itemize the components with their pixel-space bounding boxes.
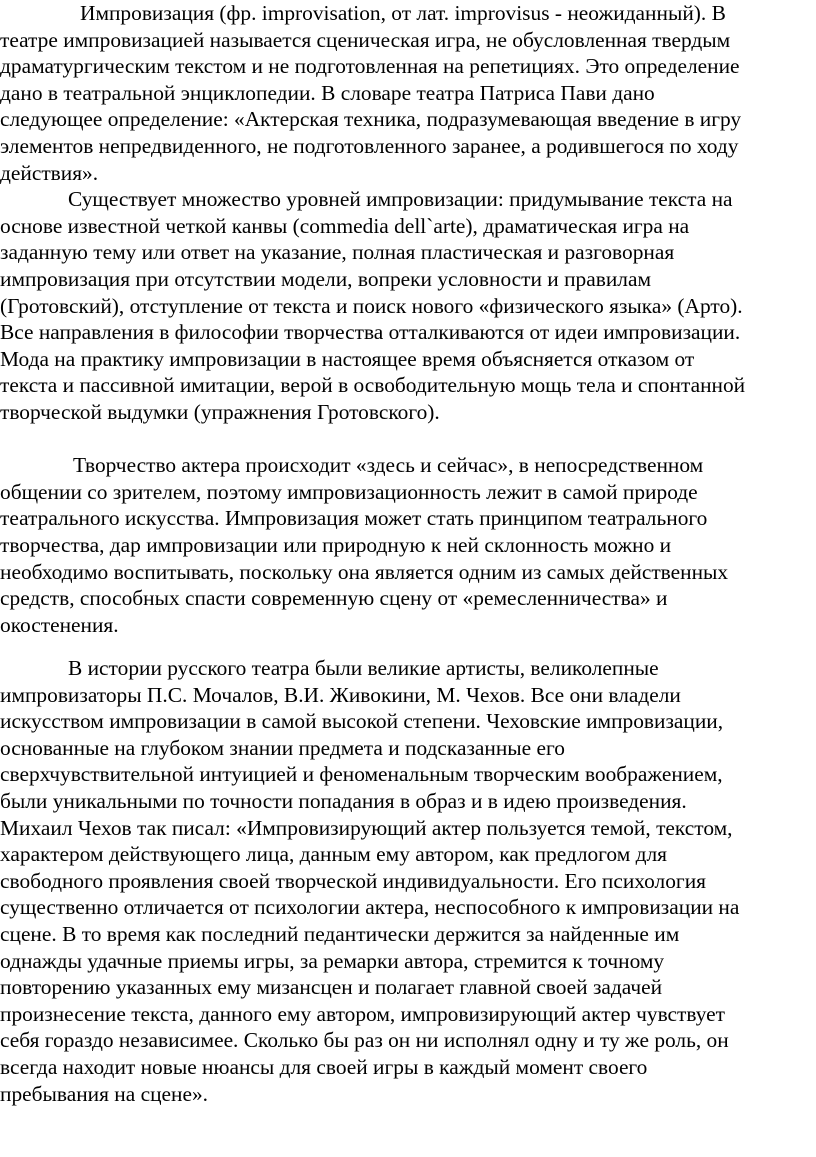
text-line: Мода на практику импровизации в настоящее время объясняется отказом от — [0, 346, 695, 371]
text-line: Творчество актера происходит «здесь и сейчас», в непосредственном — [73, 453, 704, 478]
text-line: пребывания на сцене». — [0, 1081, 208, 1106]
text-line: элементов непредвиденного, не подготовленного заранее, а родившегося по ходу — [0, 134, 739, 158]
text-line: драматургическим текстом и не подготовленная на репетициях. Это определение — [0, 54, 740, 79]
text-line: Михаил Чехов так писал: «Импровизирующий актер пользуется темой, текстом, — [0, 815, 733, 840]
text-line: заданную тему или ответ на указание, полная пластическая и разговорная — [0, 240, 675, 265]
text-line: общении со зрителем, поэтому импровизационность лежит в самой природе — [0, 479, 698, 504]
text-line: Импровизация (фр. improvisation, от лат. improvisus - неожиданный). В — [80, 1, 726, 25]
text-line: искусством импровизации в самой высокой степени. Чеховские импровизации, — [0, 709, 724, 734]
text-line: (Гротовский), отступление от текста и поиск нового «физического языка» (Арто). — [0, 293, 743, 318]
text-line: существенно отличается от психологии актера, неспособного к импровизации на — [0, 895, 740, 920]
text-line: действия». — [0, 160, 99, 185]
text-line: текста и пассивной имитации, верой в освободительную мощь тела и спонтанной — [0, 373, 746, 398]
text-line: были уникальными по точности попадания в образ и в идею произведения. — [0, 789, 687, 813]
text-line: театрального искусства. Импровизация может стать принципом театрального — [0, 506, 708, 531]
text-line: основанные на глубоком знании предмета и подсказанные его — [0, 735, 565, 760]
text-line: повторению указанных ему мизансцен и полагает главной своей задачей — [0, 975, 663, 1000]
text-line: Существует множество уровней импровизации: придумывание текста на — [68, 187, 733, 212]
text-line: себя гораздо независимее. Сколько бы раз он ни исполнял одну и ту же роль, он — [0, 1028, 729, 1053]
text-line: следующее определение: «Актерская техника, подразумевающая введение в игру — [0, 107, 742, 132]
text-line: основе известной четкой канвы (commedia dell`arte), драматическая игра на — [0, 213, 690, 238]
text-line: сверхчувствительной интуицией и феноменальным творческим воображением, — [0, 762, 723, 787]
text-line: произнесение текста, данного ему автором, импровизирующий актер чувствует — [0, 1001, 726, 1026]
text-line: дано в театральной энциклопедии. В словаре театра Патриса Пави дано — [0, 80, 655, 105]
text-line: театре импровизацией называется сценическая игра, не обусловленная твердым — [0, 27, 731, 52]
text-line: средств, способных спасти современную сцену от «ремесленничества» и — [0, 586, 668, 611]
text-line: окостенения. — [0, 612, 119, 637]
text-line: всегда находит новые нюансы для своей игры в каждый момент своего — [0, 1055, 648, 1079]
text-line: импровизация при отсутствии модели, вопреки условности и правилам — [0, 267, 651, 291]
text-line: свободного проявления своей творческой индивидуальности. Его психология — [0, 868, 706, 893]
text-line: сцене. В то время как последний педантически держится за найденные им — [0, 922, 680, 946]
text-line: Все направления в философии творчества отталкиваются от идеи импровизации. — [0, 320, 741, 345]
text-line: характером действующего лица, данным ему автором, как предлогом для — [0, 842, 667, 867]
text-line: необходимо воспитывать, поскольку она является одним из самых действенных — [0, 559, 729, 584]
text-line: творческой выдумки (упражнения Гротовского). — [0, 400, 440, 424]
text-line: В истории русского театра были великие артисты, великолепные — [68, 656, 659, 680]
text-line: однажды удачные приемы игры, за ремарки автора, стремится к точному — [0, 948, 665, 973]
text-line: импровизаторы П.С. Мочалов, В.И. Живокини, М. Чехов. Все они владели — [0, 682, 681, 707]
text-line: творчества, дар импровизации или природную к ней склонность можно и — [0, 533, 672, 557]
